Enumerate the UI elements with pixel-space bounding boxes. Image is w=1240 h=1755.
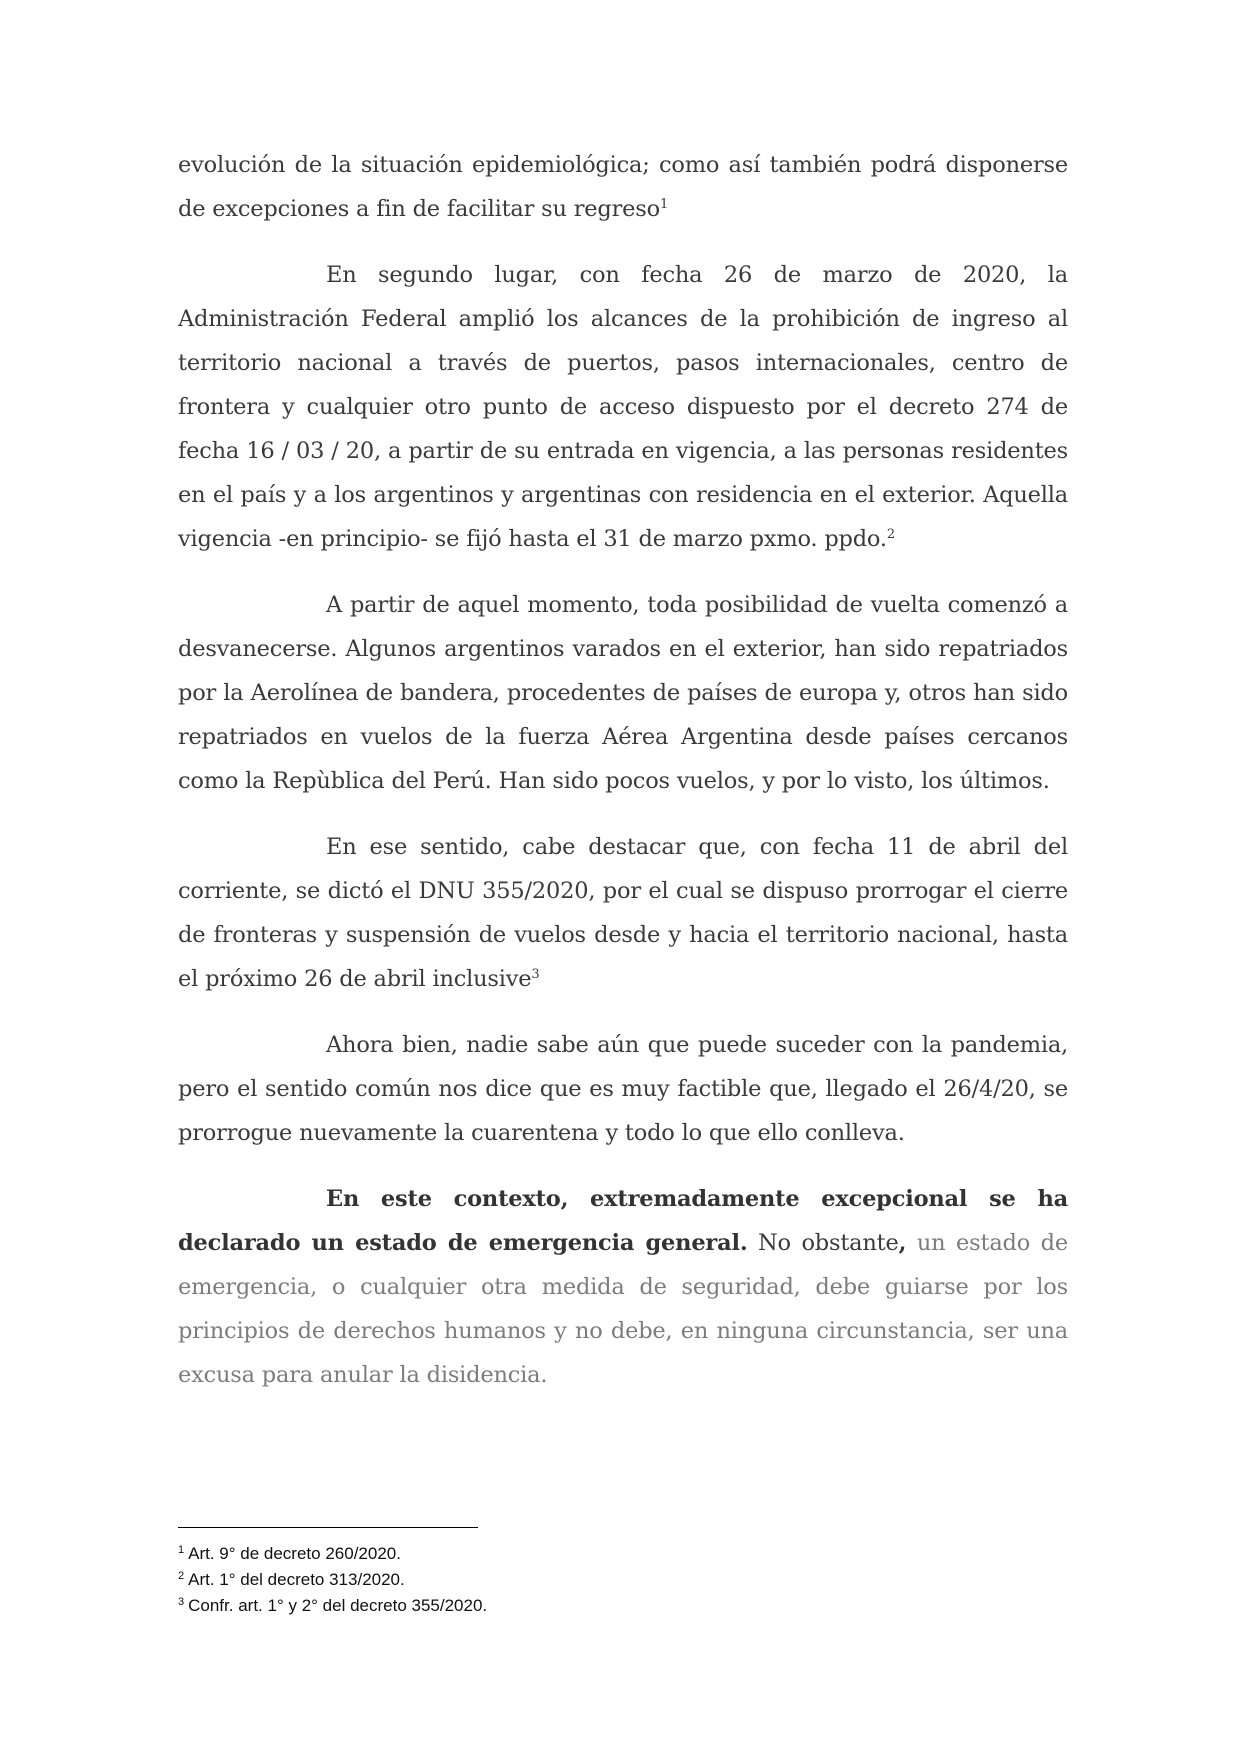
paragraph-continuation: [178, 143, 1068, 231]
emphasized-comma: ,: [898, 1230, 907, 1256]
footnote-reference[interactable]: 3: [531, 967, 540, 982]
paragraph-text: evolución de la situación epidemiológica; como así también podrá disponerse de excepciones a fin de facilitar su regreso: [178, 152, 1068, 222]
footnotes: [178, 1539, 487, 1617]
paragraph-text: A partir de aquel momento, toda posibilidad de vuelta comenzó a desvanecerse. Algunos argentinos varados en el exterior, han sido repatriados por la Aerolínea de bandera, procedentes de países de europa y, otros han sido repatriados en vuelos de la fuerza Aérea Argentina desde países cercanos como la Repùblica del Perú. Han sido pocos vuelos, y por lo visto, los últimos.: [178, 592, 1068, 794]
paragraph-pandemic-outlook: [178, 1023, 1068, 1155]
footnote-item: [178, 1539, 487, 1565]
paragraph-text: Ahora bien, nadie sabe aún que puede suceder con la pandemia, pero el sentido común nos dice que es muy factible que, llegado el 26/4/20, se prorrogue nuevamente la cuarentena y todo lo que ello conlleva.: [178, 1032, 1068, 1146]
paragraph-text: En segundo lugar, con fecha 26 de marzo de 2020, la Administración Federal amplió los alcances de la prohibición de ingreso al territorio nacional a través de puertos, pasos internacionales, centro de frontera y cualquier otro punto de acceso dispuesto por el decreto 274 de fecha 16 / 03 / 20, a partir de su entrada en vigencia, a las personas residentes en el país y a los argentinos y argentinas con residencia en el exterior. Aquella vigencia -en principio- se fijó hasta el 31 de marzo pxmo. ppdo.: [178, 262, 1068, 552]
paragraph-repatriation: [178, 583, 1068, 803]
emphasized-statement: En este contexto, extremadamente excepcional se ha declarado un estado de emergencia general.: [178, 1186, 1068, 1256]
footnote-reference[interactable]: 2: [886, 527, 895, 542]
paragraph-dnu-extension: [178, 825, 1068, 1001]
paragraph-emergency-context: [178, 1177, 1068, 1397]
footnote-separator: [178, 1527, 478, 1528]
footnote-reference[interactable]: 1: [659, 197, 669, 212]
document-body: [178, 143, 1068, 1419]
footnote-mark: 3: [178, 1596, 185, 1608]
paragraph-second-point: [178, 253, 1068, 561]
footnote-text: Confr. art. 1° y 2° del decreto 355/2020.: [188, 1596, 488, 1615]
footnote-text: Art. 9° de decreto 260/2020.: [188, 1544, 401, 1563]
paragraph-text: En ese sentido, cabe destacar que, con fecha 11 de abril del corriente, se dictó el DNU 355/2020, por el cual se dispuso prorrogar el cierre de fronteras y suspensión de vuelos desde y hacia el territorio nacional, hasta el próximo 26 de abril inclusive: [178, 834, 1068, 992]
footnote-item: [178, 1565, 487, 1591]
footnote-mark: 1: [178, 1544, 185, 1556]
footnote-mark: 2: [178, 1570, 185, 1582]
footnote-item: [178, 1591, 487, 1617]
footnote-text: Art. 1° del decreto 313/2020.: [188, 1570, 405, 1589]
muted-statement: un estado de emergencia, o cualquier otra medida de seguridad, debe guiarse por los principios de derechos humanos y no debe, en ninguna circunstancia, ser una excusa para anular la disidencia.: [178, 1230, 1068, 1388]
paragraph-text: No obstante: [747, 1230, 899, 1256]
